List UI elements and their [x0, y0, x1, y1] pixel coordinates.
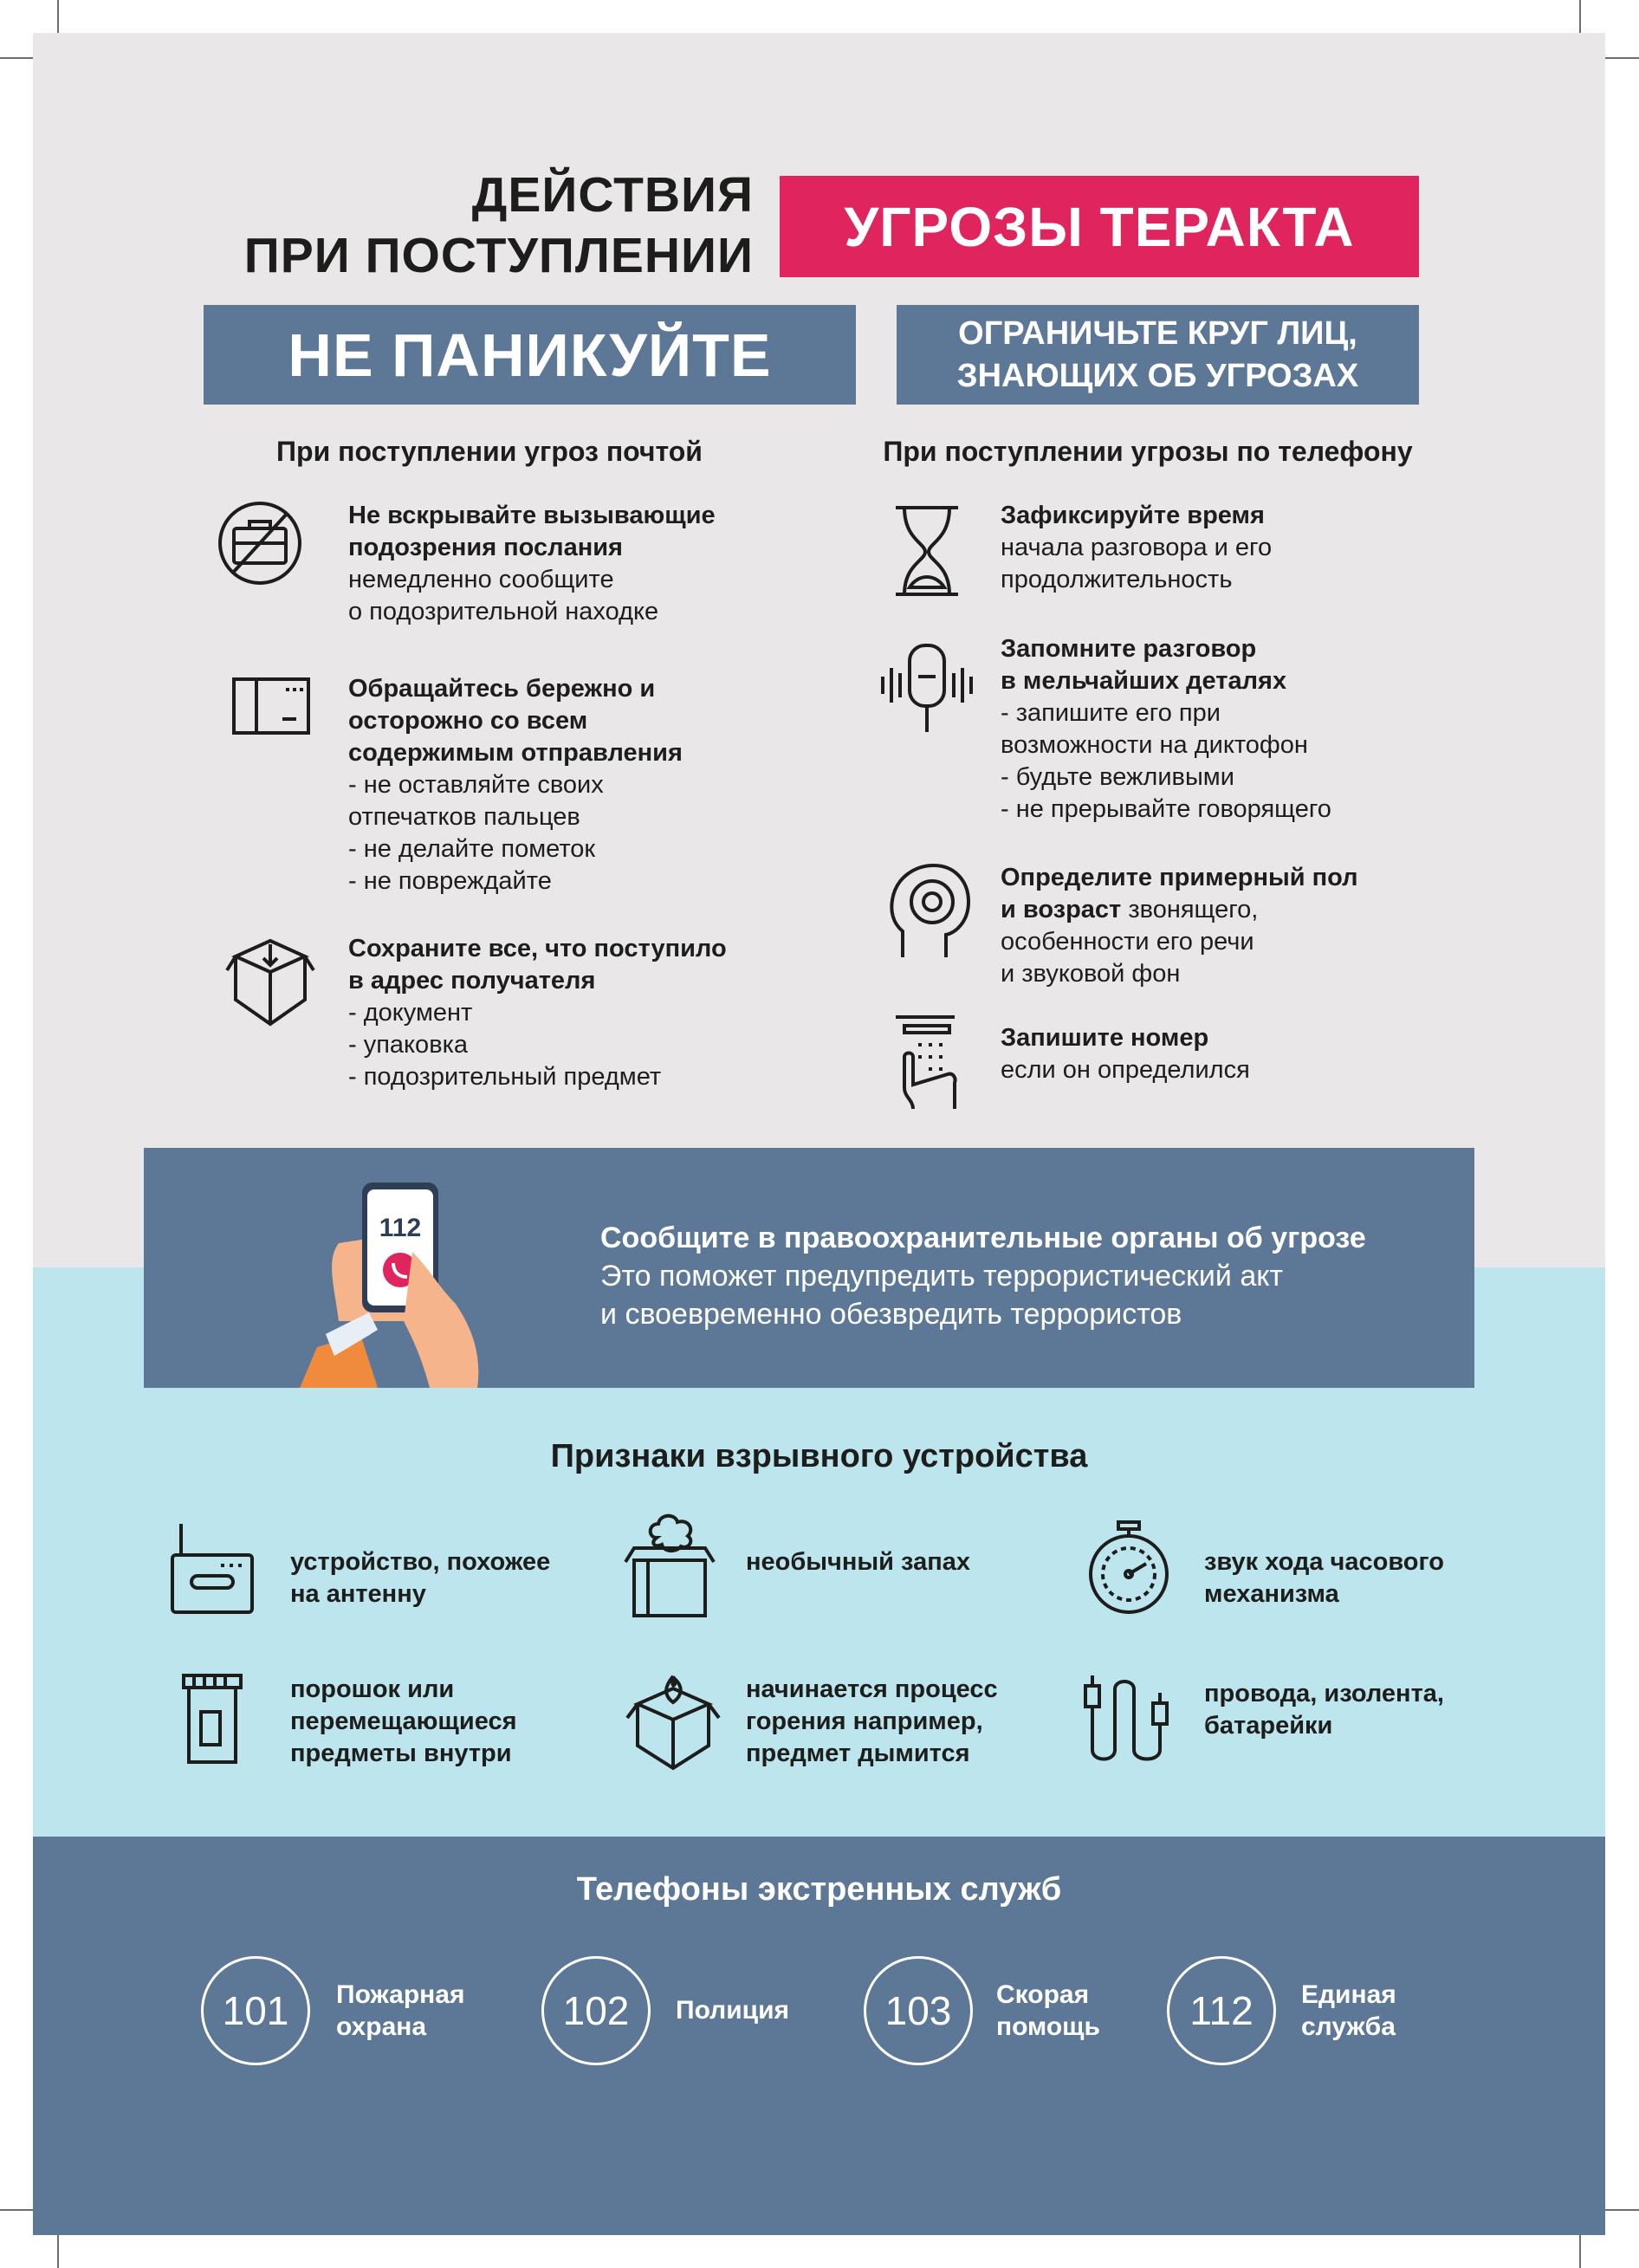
phone-item-3-bold-2: и возраст [1001, 896, 1122, 923]
phone-item-3-text-1: особенности его речи [1001, 928, 1254, 956]
phone-heading: При поступлении угрозы по телефону [883, 436, 1413, 467]
hourglass-icon [892, 504, 962, 599]
service-1-line-2: охрана [336, 2012, 427, 2041]
phone-item-3-text-2: и звуковой фон [1001, 960, 1181, 988]
report-bold: Сообщите в правоохранительные органы об угрозе [600, 1221, 1366, 1254]
sign-1-line-1: устройство, похожее [290, 1548, 551, 1576]
phone-item-3-line-2 [1001, 894, 1434, 926]
no-panic-banner: НЕ ПАНИКУЙТЕ [204, 305, 856, 405]
sign-6-line-2: батарейки [1204, 1712, 1333, 1740]
mail-item-3-text-1: - документ [348, 999, 473, 1027]
mail-item-1-text-1: немедленно сообщите [348, 566, 614, 593]
mail-item-2-text-2: отпечатков пальцев [348, 803, 580, 831]
service-2-line-1: Полиция [676, 1996, 790, 2025]
stopwatch-icon [1085, 1520, 1172, 1616]
mail-item-2-text-1: - не оставляйте своих [348, 771, 604, 799]
service-number-circle: 103 [864, 1956, 973, 2065]
sign-5-line-3: предмет дымится [746, 1740, 970, 1767]
service-number-circle: 112 [1167, 1956, 1276, 2065]
mail-item-1-bold-2: подозрения послания [348, 534, 623, 561]
service-4-line-1: Единая [1301, 1980, 1396, 2009]
title-line-2: ПРИ ПОСТУПЛЕНИИ [243, 228, 754, 283]
phone-item-2-bold-1: Запомните разговор [1001, 635, 1257, 663]
sign-3-line-2: механизма [1204, 1580, 1339, 1608]
report-phone-number: 112 [379, 1214, 422, 1242]
no-briefcase-icon [217, 496, 303, 591]
phone-item-2-text-1: - запишите его при [1001, 699, 1221, 727]
wires-icon [1080, 1672, 1176, 1767]
signs-heading: Признаки взрывного устройства [550, 1438, 1088, 1474]
phone-item-1-text-2: продолжительность [1001, 566, 1233, 593]
service-3-line-1: Скорая [996, 1980, 1090, 2009]
phone-service-2 [541, 1956, 853, 2069]
sign-4-line-1: порошок или [290, 1675, 455, 1703]
phone-item-1-text-1: начала разговора и его [1001, 534, 1273, 561]
mail-item-2-text-4: - не повреждайте [348, 867, 552, 895]
limit-line-1: ОГРАНИЧЬТЕ КРУГ ЛИЦ, [958, 314, 1357, 352]
limit-circle-banner [897, 305, 1419, 405]
service-number-circle: 102 [541, 1956, 651, 2065]
phone-item-2-bold-2: в мельчайших деталях [1001, 667, 1287, 695]
phone-item-2-text-4: - не прерывайте говорящего [1001, 795, 1331, 823]
report-line-2: и своевременно обезвредить террористов [600, 1298, 1182, 1331]
mail-item-2-bold-2: осторожно со всем [348, 707, 588, 735]
phone-item-4-bold-1: Запишите номер [1001, 1024, 1209, 1052]
head-gear-icon [885, 862, 972, 962]
mail-heading: При поступлении угроз почтой [276, 436, 703, 467]
mail-item-1-text-2: о подозрительной находке [348, 598, 659, 625]
mail-item-3-text-3: - подозрительный предмет [348, 1063, 662, 1091]
phone-service-1 [201, 1956, 513, 2069]
sign-2-line-1: необычный запах [746, 1548, 970, 1576]
sign-4-line-2: перемещающиеся [290, 1707, 517, 1735]
mail-item-2-bold-3: содержимым отправления [348, 739, 683, 767]
service-1-line-1: Пожарная [336, 1980, 465, 2009]
phone-item-3-bold-1: Определите примерный пол [1001, 864, 1358, 891]
phones-heading: Телефоны экстренных служб [576, 1871, 1062, 1908]
phone-item-2-text-3: - будьте вежливыми [1001, 763, 1234, 791]
sign-4-line-3: предметы внутри [290, 1740, 512, 1767]
limit-line-2: ЗНАЮЩИХ ОБ УГРОЗАХ [956, 357, 1359, 394]
keypad-hand-icon [892, 1014, 970, 1118]
phone-item-4-text-1: если он определился [1001, 1056, 1250, 1084]
phone-service-4 [1167, 1956, 1479, 2069]
sign-5-line-2: горения например, [746, 1707, 983, 1735]
report-banner [144, 1148, 1474, 1388]
page-title [139, 165, 754, 286]
radio-antenna-icon [169, 1520, 256, 1616]
powder-jar-icon [182, 1672, 243, 1767]
title-line-1: ДЕЙСТВИЯ [471, 167, 754, 223]
service-3-line-2: помощь [996, 2012, 1100, 2041]
sign-3-line-1: звук хода часового [1204, 1548, 1444, 1576]
burning-box-icon [625, 1668, 721, 1772]
envelope-icon [232, 677, 310, 738]
sign-6-line-1: провода, изолента, [1204, 1680, 1444, 1707]
phone-item-1-bold-1: Зафиксируйте время [1001, 502, 1265, 529]
report-line-1: Это поможет предупредить террористический акт [600, 1260, 1284, 1293]
box-download-icon [225, 937, 316, 1028]
sign-1-line-2: на антенну [290, 1580, 426, 1608]
sign-5-line-1: начинается процесс [746, 1675, 998, 1703]
phone-service-3 [864, 1956, 1176, 2069]
mail-item-1-bold-1: Не вскрывайте вызывающие [348, 502, 716, 529]
report-text [600, 1219, 1458, 1333]
title-tag: УГРОЗЫ ТЕРАКТА [780, 176, 1419, 277]
microphone-icon [879, 642, 975, 737]
phone-item-2-text-2: возможности на диктофон [1001, 731, 1308, 759]
mail-item-3-bold-1: Сохраните все, что поступило [348, 935, 727, 962]
mail-item-3-bold-2: в адрес получателя [348, 967, 596, 995]
mail-item-2-text-3: - не делайте пометок [348, 835, 596, 863]
mail-item-2-bold-1: Обращайтесь бережно и [348, 675, 656, 703]
mail-item-3-text-2: - упаковка [348, 1031, 469, 1059]
smell-box-icon [622, 1512, 717, 1620]
service-4-line-2: служба [1301, 2012, 1396, 2041]
phone-item-3-rest-2: звонящего, [1121, 896, 1259, 923]
service-number-circle: 101 [201, 1956, 310, 2065]
